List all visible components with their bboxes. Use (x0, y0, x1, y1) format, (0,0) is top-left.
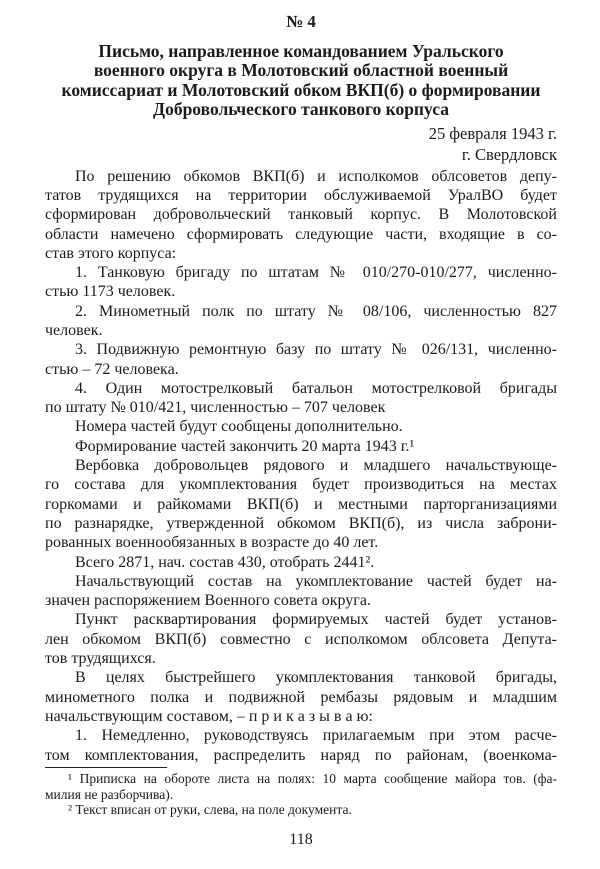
text-line: 2. Минометный полк по штату № 08/106, численностью 827 (75, 302, 557, 320)
text-line: Номера частей будут сообщены дополнительно. (75, 418, 403, 436)
text-line: том комплектования, распределить наряд по районам, (военкома- (45, 746, 557, 764)
text-line: по штату № 010/421, численностью – 707 человек (45, 399, 386, 417)
text-line: В целях быстрейшего укомплектования танковой бригады, (75, 669, 557, 687)
text-line: татов трудящихся на территории обслуживаемой УралВО будет (45, 186, 557, 204)
text-line: 1. Немедленно, руководствуясь прилагаемым при этом расче- (75, 727, 557, 745)
date-place-block (45, 123, 557, 165)
text-line: человек. (45, 322, 103, 339)
text-line: Вербовка добровольцев рядового и младшего начальствующе- (75, 457, 557, 475)
footnote-separator (45, 767, 167, 768)
title-line: комиссариат и Молотовский обком ВКП(б) о формировании (61, 79, 541, 100)
text-line: Пункт расквартирования формируемых частей будет установ- (75, 611, 557, 629)
text-line: по разнарядке, утвержденной обкомом ВКП(б), из числа заброни- (45, 514, 557, 532)
text-line: 1. Танковую бригаду по штатам № 010/270-010/277, численно- (75, 264, 557, 282)
text-line: лен обкомом ВКП(б) совместно с исполкомом облсовета Депута- (45, 630, 557, 648)
text-line: стью – 72 человека. (45, 360, 179, 378)
page-number: 118 (289, 831, 313, 849)
text-line: начальствующим составом, – п р и к а з ы в а ю: (45, 707, 373, 725)
text-line: рованных военнообязанных в возрасте до 40 лет. (45, 534, 379, 552)
text-line: горкомами и райкомами ВКП(б) и местными парторганизациями (45, 495, 557, 513)
text-line: области намечено сформировать следующие части, входящие в со- (45, 225, 557, 243)
text-line: го состава для укомплектования будет производиться на местах (45, 476, 557, 494)
text-line: минометного полка и подвижной рембазы рядовым и младшим (45, 688, 557, 706)
text-line: сформирован добровольческий танковый корпус. В Молотовской (45, 206, 557, 224)
title-line: Письмо, направленное командованием Уральского (98, 41, 504, 61)
text-line: милия не разборчива). (45, 786, 174, 802)
body-text (45, 167, 557, 765)
text-line: 4. Один мотострелковый батальон мотострелковой бригады (75, 379, 557, 397)
text-line: значен распоряжением Военного совета округа. (45, 592, 371, 610)
footnotes (45, 771, 557, 818)
text-line: стью 1173 человек. (45, 283, 176, 301)
document-title (45, 42, 557, 120)
text-line: ¹ Приписка на обороте листа на полях: 10 марта сообщение майора тов. (фа- (68, 770, 557, 786)
document-number: № 4 (286, 12, 316, 31)
title-line: военного округа в Молотовский областной военный (93, 60, 509, 81)
text-line: Начальствующий состав на укомплектование частей будет на- (75, 572, 557, 590)
text-line: Формирование частей закончить 20 марта 1943 г.¹ (75, 437, 415, 455)
place-line: г. Свердловск (461, 144, 557, 164)
text-line: По решению обкомов ВКП(б) и исполкомов облсоветов депу- (75, 167, 557, 185)
text-line: 3. Подвижную ремонтную базу по штату № 026/131, численно- (75, 341, 557, 359)
title-line: Добровольческого танкового корпуса (153, 99, 449, 120)
text-line: Всего 2871, нач. состав 430, отобрать 2441². (75, 553, 375, 571)
text-line: ² Текст вписан от руки, слева, на поле документа. (68, 802, 352, 818)
date-line: 25 февраля 1943 г. (428, 123, 557, 143)
text-line: тов трудящихся. (45, 650, 156, 668)
text-line: став этого корпуса: (45, 244, 177, 262)
